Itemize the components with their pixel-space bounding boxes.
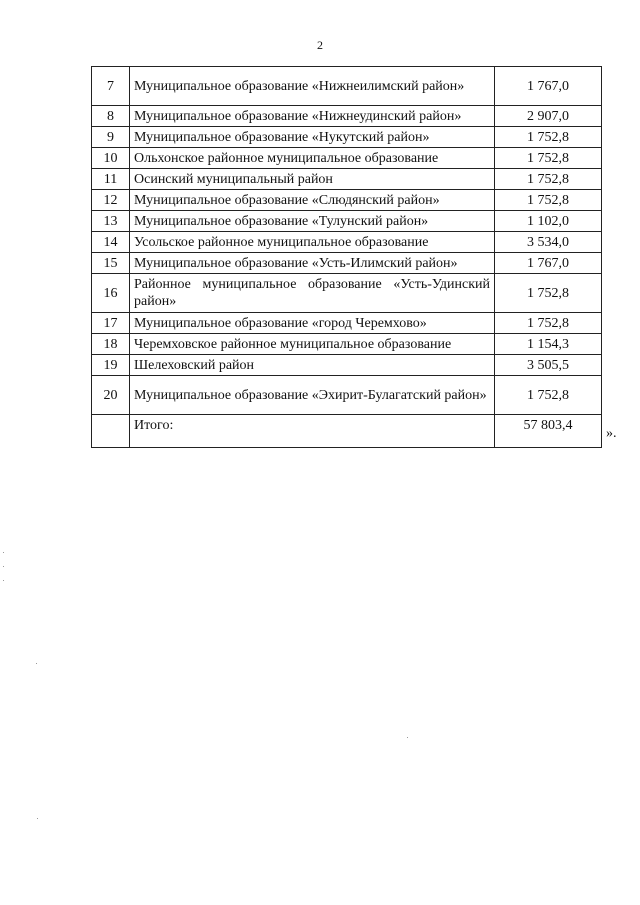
allocation-amount: 3 505,5 [495,355,602,376]
table-row [92,148,602,169]
table-row [92,211,602,232]
allocation-table [91,66,602,448]
allocation-amount: 1 752,8 [495,274,602,313]
municipality-name: Районное муниципальное образование «Усть-Удинский район» [130,274,495,313]
allocation-amount: 3 534,0 [495,232,602,253]
total-amount: 57 803,4 [495,415,602,448]
row-number: 7 [92,67,130,106]
table-row [92,232,602,253]
scan-speck [3,566,4,567]
row-number: 11 [92,169,130,190]
table-row [92,274,602,313]
table-row [92,355,602,376]
closing-quote-mark: ». [606,426,617,441]
row-number: 20 [92,376,130,415]
scan-speck [37,818,38,819]
allocation-amount: 1 752,8 [495,148,602,169]
page-number: 2 [317,38,323,52]
row-number: 14 [92,232,130,253]
table-row [92,106,602,127]
row-number: 19 [92,355,130,376]
allocation-amount: 1 102,0 [495,211,602,232]
allocation-amount: 2 907,0 [495,106,602,127]
total-number-cell [92,415,130,448]
row-number: 18 [92,334,130,355]
scan-speck [407,737,408,738]
row-number: 15 [92,253,130,274]
row-number: 12 [92,190,130,211]
municipality-name: Муниципальное образование «Тулунский район» [130,211,495,232]
row-number: 10 [92,148,130,169]
municipality-name: Ольхонское районное муниципальное образование [130,148,495,169]
scan-speck [3,552,4,553]
table-row [92,169,602,190]
table-row [92,313,602,334]
allocation-amount: 1 767,0 [495,253,602,274]
allocation-amount: 1 752,8 [495,169,602,190]
municipality-name: Шелеховский район [130,355,495,376]
municipality-name: Муниципальное образование «Слюдянский район» [130,190,495,211]
allocation-amount: 1 752,8 [495,190,602,211]
municipality-name: Усольское районное муниципальное образование [130,232,495,253]
allocation-amount: 1 752,8 [495,127,602,148]
municipality-name: Осинский муниципальный район [130,169,495,190]
table-row [92,67,602,106]
municipality-name: Черемховское районное муниципальное образование [130,334,495,355]
row-number: 8 [92,106,130,127]
municipality-name: Муниципальное образование «Усть-Илимский район» [130,253,495,274]
table-row [92,334,602,355]
row-number: 17 [92,313,130,334]
total-label: Итого: [130,415,495,448]
municipality-name: Муниципальное образование «Нижнеилимский район» [130,67,495,106]
row-number: 16 [92,274,130,313]
scan-speck [3,580,4,581]
municipality-name: Муниципальное образование «Эхирит-Булагатский район» [130,376,495,415]
table-row [92,190,602,211]
total-row [92,415,602,448]
row-number: 9 [92,127,130,148]
allocation-amount: 1 767,0 [495,67,602,106]
table-row [92,376,602,415]
allocation-amount: 1 752,8 [495,313,602,334]
municipality-name: Муниципальное образование «Нижнеудинский район» [130,106,495,127]
table-row [92,127,602,148]
allocation-amount: 1 752,8 [495,376,602,415]
municipality-name: Муниципальное образование «Нукутский район» [130,127,495,148]
scan-speck [36,663,37,664]
row-number: 13 [92,211,130,232]
table-row [92,253,602,274]
allocation-amount: 1 154,3 [495,334,602,355]
municipality-name: Муниципальное образование «город Черемхово» [130,313,495,334]
